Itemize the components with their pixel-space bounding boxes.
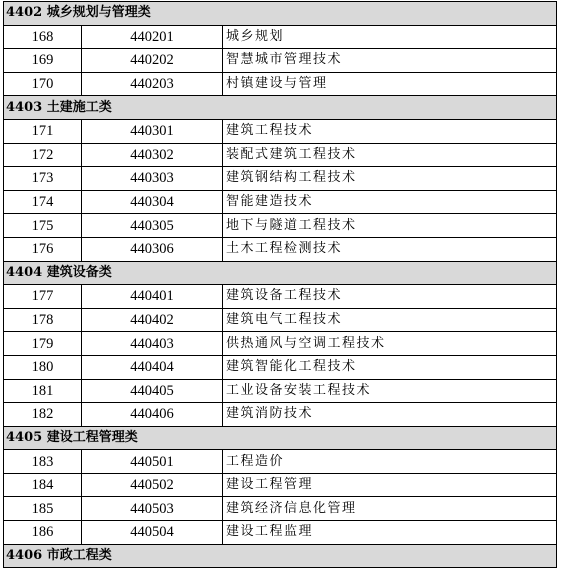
row-number: 174 xyxy=(4,190,82,214)
table-row xyxy=(4,214,557,238)
major-name: 地下与隧道工程技术 xyxy=(223,214,557,238)
major-name: 智能建造技术 xyxy=(223,190,557,214)
category-heading: 4403 土建施工类 xyxy=(4,96,557,120)
major-code: 440403 xyxy=(82,332,223,356)
table-row xyxy=(4,521,557,545)
major-code: 440304 xyxy=(82,190,223,214)
major-code: 440502 xyxy=(82,473,223,497)
major-code: 440305 xyxy=(82,214,223,238)
table-row xyxy=(4,473,557,497)
row-number: 181 xyxy=(4,379,82,403)
major-code: 440406 xyxy=(82,403,223,427)
category-row xyxy=(4,426,557,450)
row-number: 177 xyxy=(4,285,82,309)
major-name: 建设工程管理 xyxy=(223,473,557,497)
major-name: 智慧城市管理技术 xyxy=(223,49,557,73)
row-number: 185 xyxy=(4,497,82,521)
table-row xyxy=(4,379,557,403)
major-name: 土木工程检测技术 xyxy=(223,237,557,261)
category-row xyxy=(4,96,557,120)
row-number: 180 xyxy=(4,355,82,379)
row-number: 182 xyxy=(4,403,82,427)
table-row xyxy=(4,167,557,191)
majors-table xyxy=(3,1,557,568)
table-row xyxy=(4,25,557,49)
major-code: 440202 xyxy=(82,49,223,73)
major-name: 供热通风与空调工程技术 xyxy=(223,332,557,356)
table-row xyxy=(4,119,557,143)
table-row xyxy=(4,285,557,309)
major-code: 440201 xyxy=(82,25,223,49)
major-code: 440503 xyxy=(82,497,223,521)
major-code: 440501 xyxy=(82,450,223,474)
table-row xyxy=(4,355,557,379)
major-code: 440402 xyxy=(82,308,223,332)
category-row xyxy=(4,544,557,568)
major-name: 建筑消防技术 xyxy=(223,403,557,427)
category-heading: 4406 市政工程类 xyxy=(4,544,557,568)
major-name: 工程造价 xyxy=(223,450,557,474)
table-row xyxy=(4,72,557,96)
table-row xyxy=(4,497,557,521)
row-number: 173 xyxy=(4,167,82,191)
row-number: 171 xyxy=(4,119,82,143)
major-name: 装配式建筑工程技术 xyxy=(223,143,557,167)
major-code: 440504 xyxy=(82,521,223,545)
category-heading: 4404 建筑设备类 xyxy=(4,261,557,285)
major-name: 建筑电气工程技术 xyxy=(223,308,557,332)
row-number: 175 xyxy=(4,214,82,238)
major-code: 440301 xyxy=(82,119,223,143)
row-number: 170 xyxy=(4,72,82,96)
major-code: 440404 xyxy=(82,355,223,379)
major-name: 工业设备安装工程技术 xyxy=(223,379,557,403)
major-name: 建筑钢结构工程技术 xyxy=(223,167,557,191)
major-name: 城乡规划 xyxy=(223,25,557,49)
table-row xyxy=(4,403,557,427)
major-code: 440306 xyxy=(82,237,223,261)
major-name: 建设工程监理 xyxy=(223,521,557,545)
major-name: 村镇建设与管理 xyxy=(223,72,557,96)
major-name: 建筑智能化工程技术 xyxy=(223,355,557,379)
category-row xyxy=(4,261,557,285)
major-code: 440401 xyxy=(82,285,223,309)
major-code: 440303 xyxy=(82,167,223,191)
table-row xyxy=(4,190,557,214)
row-number: 183 xyxy=(4,450,82,474)
major-code: 440302 xyxy=(82,143,223,167)
row-number: 168 xyxy=(4,25,82,49)
row-number: 172 xyxy=(4,143,82,167)
table-row xyxy=(4,308,557,332)
row-number: 186 xyxy=(4,521,82,545)
major-name: 建筑工程技术 xyxy=(223,119,557,143)
major-code: 440203 xyxy=(82,72,223,96)
category-row xyxy=(4,2,557,26)
majors-table-body xyxy=(4,2,557,568)
table-row xyxy=(4,143,557,167)
row-number: 169 xyxy=(4,49,82,73)
row-number: 178 xyxy=(4,308,82,332)
major-name: 建筑经济信息化管理 xyxy=(223,497,557,521)
row-number: 176 xyxy=(4,237,82,261)
major-code: 440405 xyxy=(82,379,223,403)
major-name: 建筑设备工程技术 xyxy=(223,285,557,309)
row-number: 184 xyxy=(4,473,82,497)
table-row xyxy=(4,332,557,356)
category-heading: 4405 建设工程管理类 xyxy=(4,426,557,450)
table-row xyxy=(4,450,557,474)
category-heading: 4402 城乡规划与管理类 xyxy=(4,2,557,26)
table-row xyxy=(4,237,557,261)
table-row xyxy=(4,49,557,73)
row-number: 179 xyxy=(4,332,82,356)
